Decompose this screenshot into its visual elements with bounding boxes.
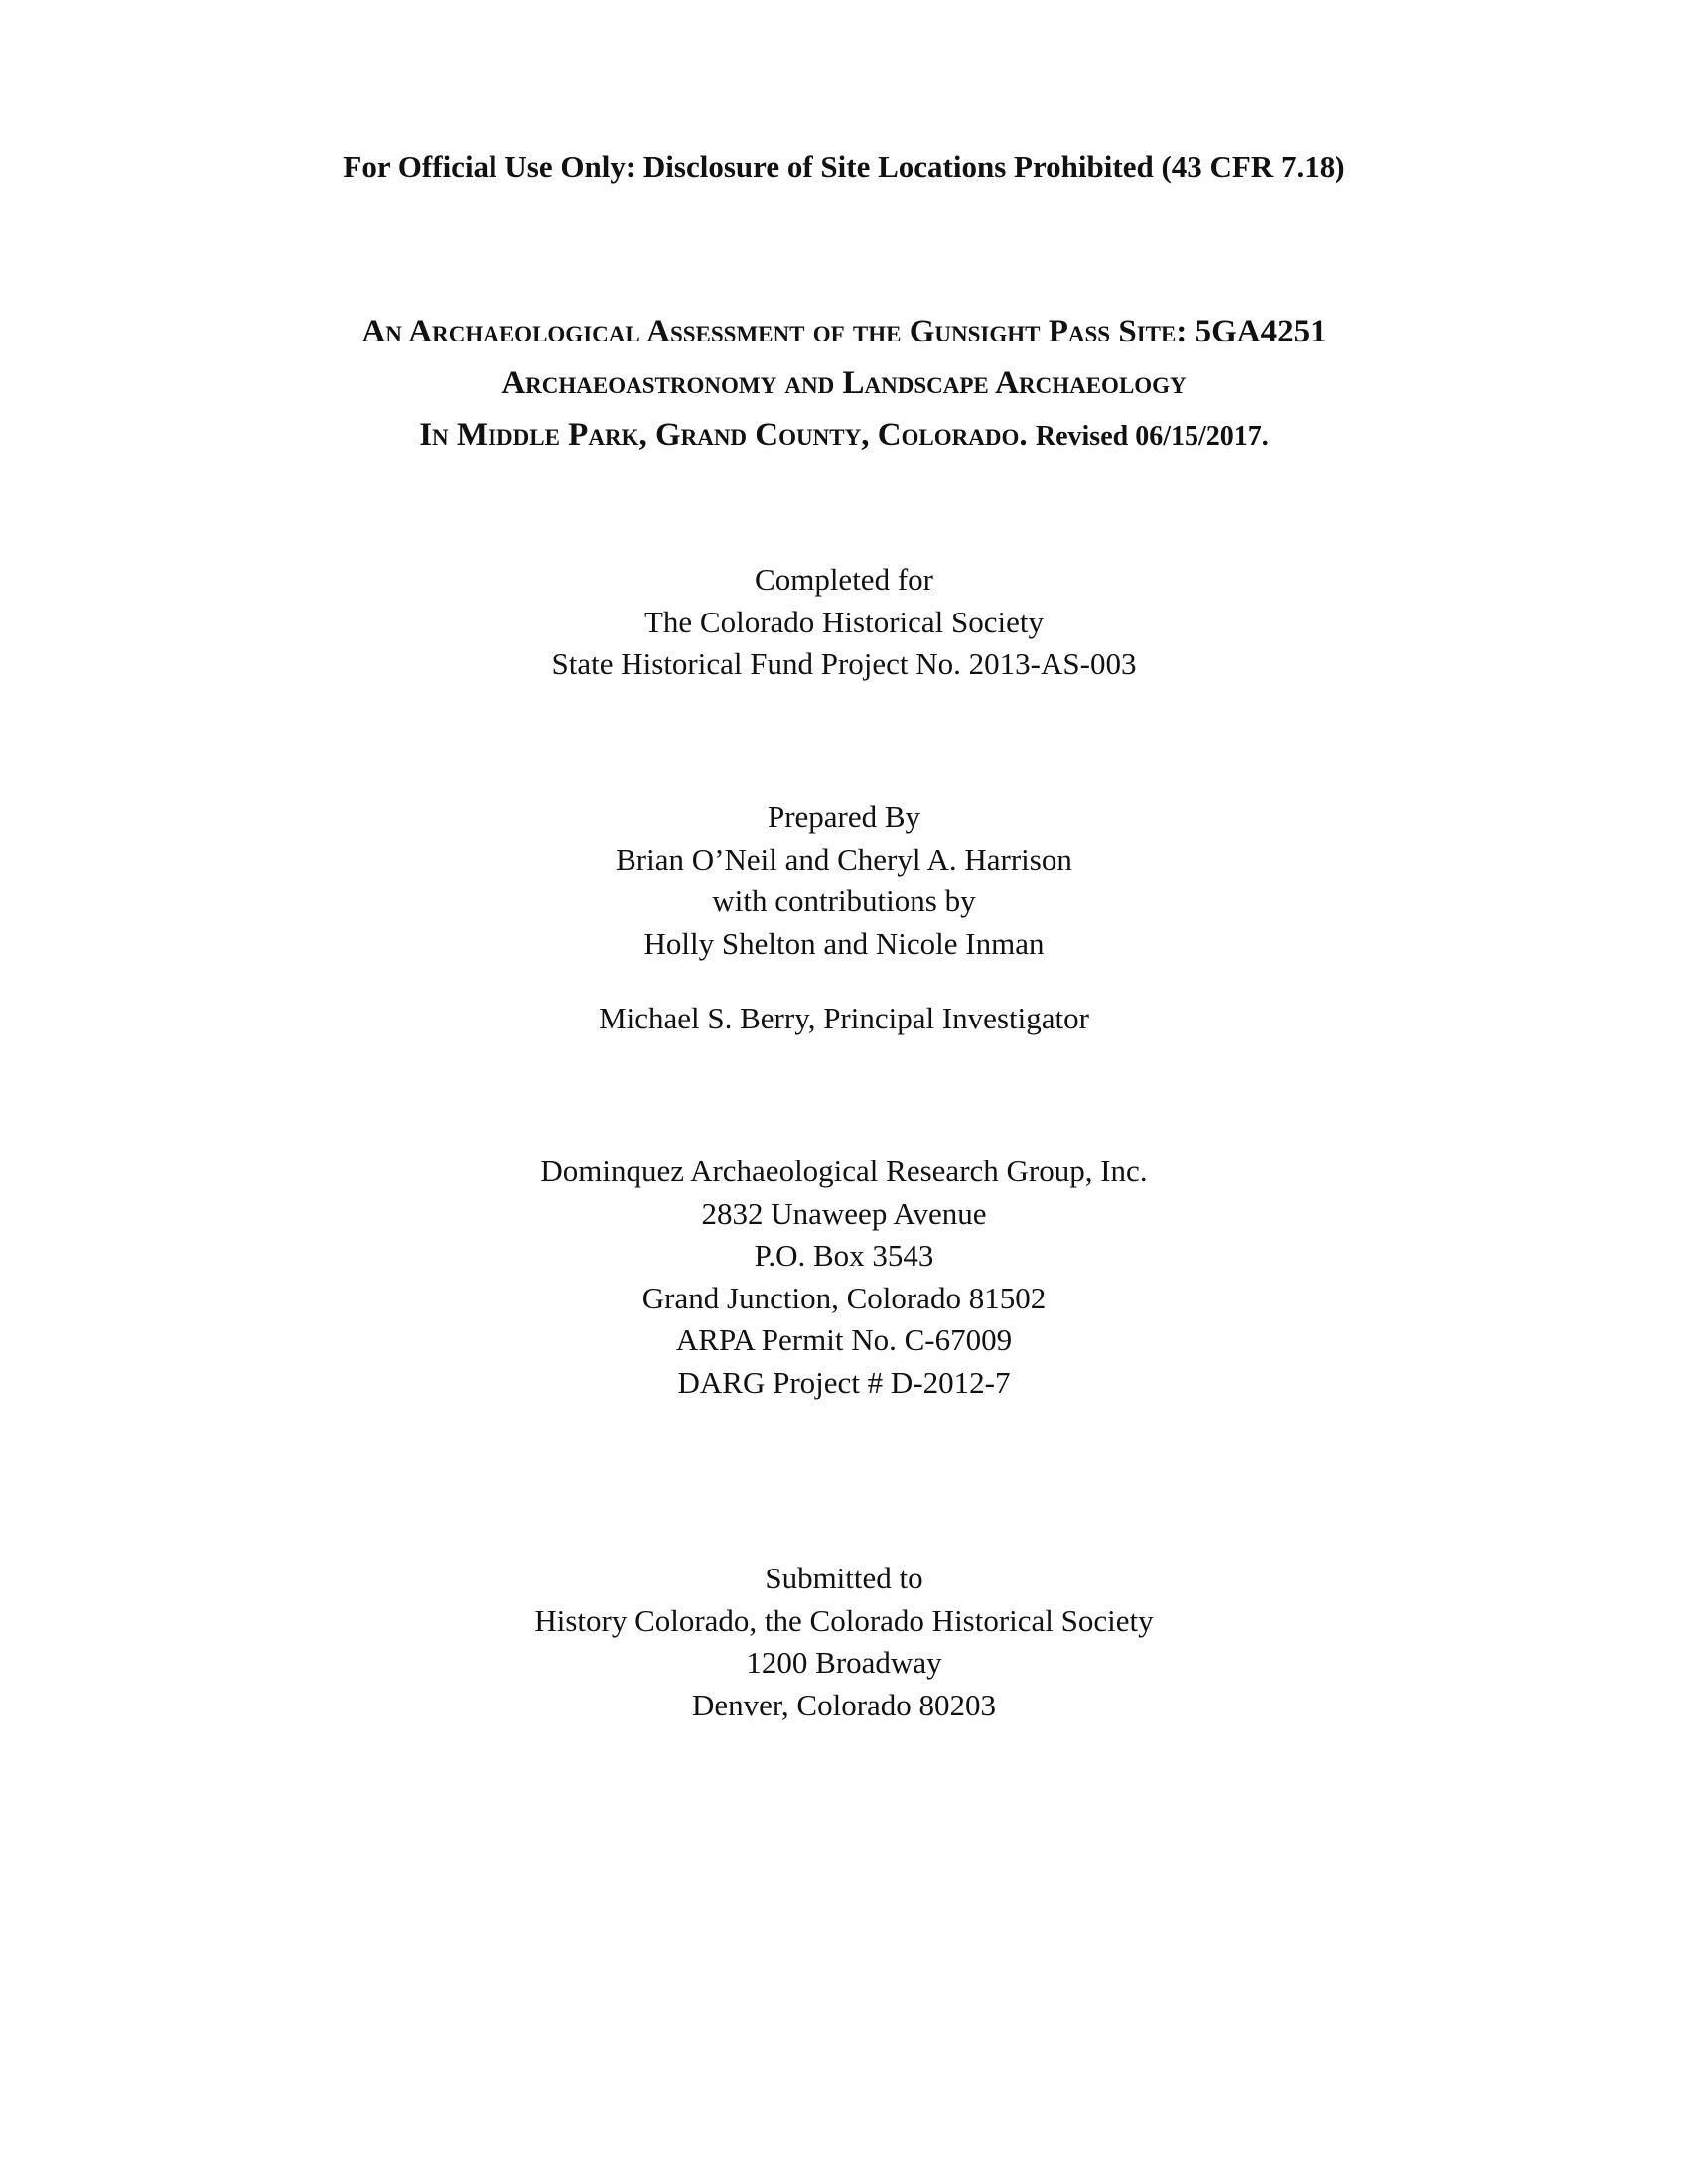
completed-for-org: The Colorado Historical Society — [643, 604, 1045, 639]
completed-for-block — [0, 559, 1688, 686]
title-line-1: An Archaeological Assessment of the Gunsight Pass Site: 5GA4251 — [361, 314, 1327, 349]
submitted-to-street: 1200 Broadway — [746, 1645, 942, 1680]
report-title — [0, 306, 1688, 463]
arpa-permit: ARPA Permit No. C-67009 — [675, 1322, 1013, 1357]
title-line-3-main: In Middle Park, Grand County, Colorado. — [419, 417, 1028, 453]
title-line-2: Archaeoastronomy and Landscape Archaeology — [501, 365, 1187, 401]
prepared-by-heading: Prepared By — [767, 799, 921, 834]
authors: Brian O’Neil and Cheryl A. Harrison — [616, 841, 1072, 877]
contributions-label: with contributions by — [712, 884, 976, 918]
darg-project: DARG Project # D-2012-7 — [677, 1364, 1011, 1400]
organization-block — [0, 1151, 1688, 1404]
title-line-3 — [0, 409, 1688, 463]
submitted-to-city: Denver, Colorado 80203 — [691, 1687, 997, 1722]
completed-for-heading: Completed for — [755, 562, 933, 597]
completed-for-project: State Historical Fund Project No. 2013-AS-003 — [551, 646, 1137, 681]
principal-investigator: Michael S. Berry, Principal Investigator — [599, 1001, 1089, 1035]
submitted-to-org: History Colorado, the Colorado Historical Society — [534, 1602, 1154, 1638]
contributors: Holly Shelton and Nicole Inman — [643, 925, 1045, 961]
organization-city: Grand Junction, Colorado 81502 — [641, 1280, 1047, 1315]
organization-street: 2832 Unaweep Avenue — [701, 1195, 987, 1231]
submitted-to-heading: Submitted to — [765, 1561, 923, 1595]
organization-name: Dominquez Archaeological Research Group, Inc. — [540, 1154, 1148, 1188]
prepared-by-block — [0, 796, 1688, 965]
submitted-to-block — [0, 1558, 1688, 1726]
restricted-use-notice: For Official Use Only: Disclosure of Site Locations Prohibited (43 CFR 7.18) — [343, 149, 1345, 184]
revision-date: Revised 06/15/2017. — [1035, 421, 1269, 452]
organization-po-box: P.O. Box 3543 — [754, 1238, 934, 1273]
